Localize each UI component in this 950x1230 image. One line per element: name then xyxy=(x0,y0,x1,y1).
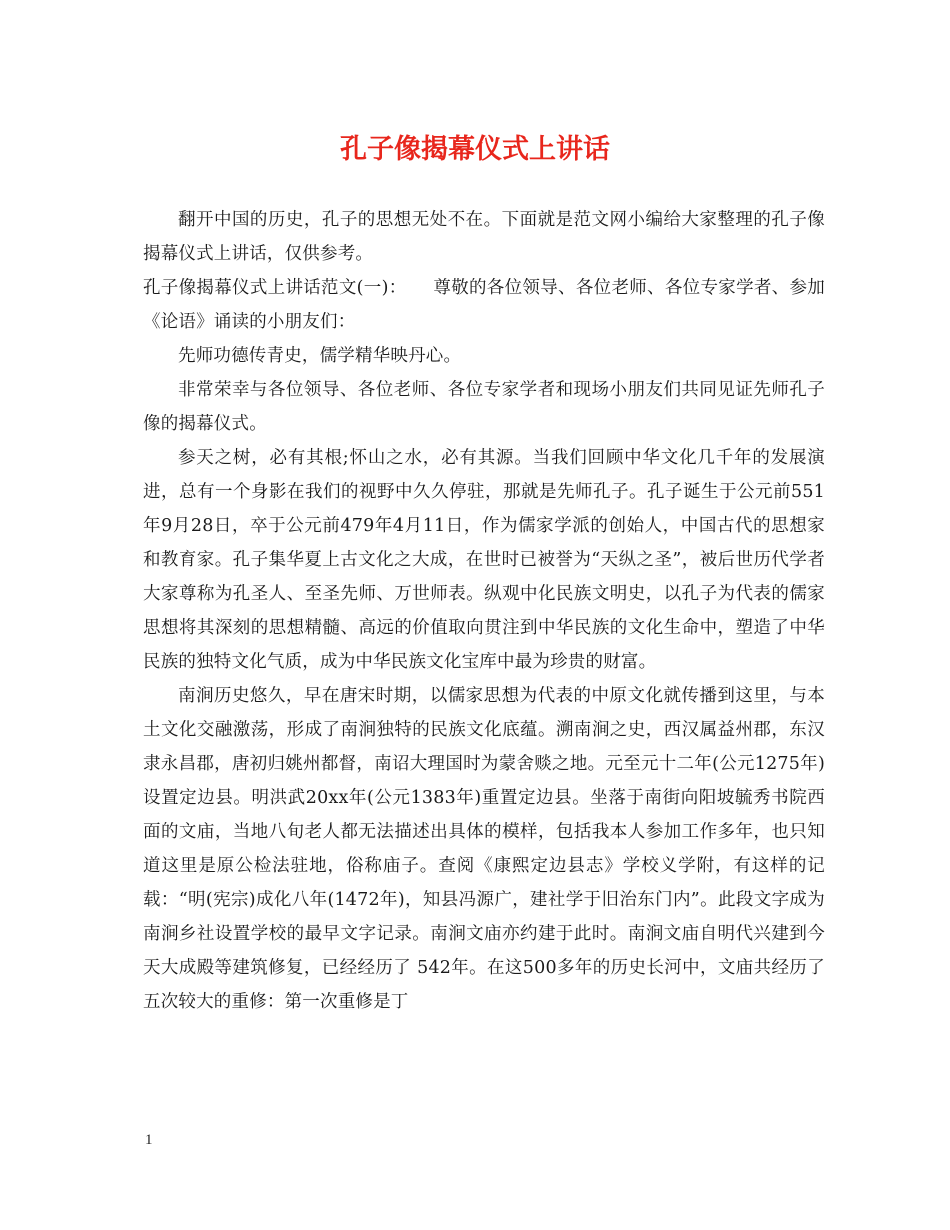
document-title: 孔子像揭幕仪式上讲话 xyxy=(340,134,610,165)
paragraph-couplet: 先师功德传青史，儒学精华映丹心。 xyxy=(178,346,462,366)
page-number: 1 xyxy=(145,1132,153,1148)
document-body xyxy=(143,203,825,1019)
paragraph-intro: 翻开中国的历史，孔子的思想无处不在。下面就是范文网小编给大家整理的孔子像揭幕仪式上讲话，仅供参考。 xyxy=(143,210,825,264)
paragraph-confucius-history: 参天之树，必有其根;怀山之水，必有其源。当我们回顾中华文化几千年的发展演进，总有一个身影在我们的视野中久久停驻，那就是先师孔子。孔子诞生于公元前551年9月28日，卒于公元前479年4月11日，作为儒家学派的创始人，中国古代的思想家和教育家。孔子集华夏上古文化之大成，在世时已被誉为“天纵之圣”，被后世历代学者大家尊称为孔圣人、至圣先师、万世师表。纵观中化民族文明史，以孔子为代表的儒家思想将其深刻的思想精髓、高远的价值取向贯注到中华民族的文化生命中，塑造了中华民族的独特文化气质，成为中华民族文化宝库中最为珍贵的财富。 xyxy=(143,448,825,672)
paragraph-honor: 非常荣幸与各位领导、各位老师、各位专家学者和现场小朋友们共同见证先师孔子像的揭幕仪式。 xyxy=(143,380,825,434)
paragraph-salutation: 孔子像揭幕仪式上讲话范文(一)： 尊敬的各位领导、各位老师、各位专家学者、参加《论语》诵读的小朋友们： xyxy=(143,278,825,332)
paragraph-nanjian-history: 南涧历史悠久，早在唐宋时期，以儒家思想为代表的中原文化就传播到这里，与本土文化交融激荡，形成了南涧独特的民族文化底蕴。溯南涧之史，西汉属益州郡，东汉隶永昌郡，唐初归姚州都督，南诏大理国时为蒙舍赕之地。元至元十二年(公元1275年)设置定边县。明洪武20xx年(公元1383年)重置定边县。坐落于南街向阳坡毓秀书院西面的文庙，当地八旬老人都无法描述出具体的模样，包括我本人参加工作多年，也只知道这里是原公检法驻地，俗称庙子。查阅《康熙定边县志》学校义学附，有这样的记载：“明(宪宗)成化八年(1472年)，知县冯源广，建社学于旧治东门内”。此段文字成为南涧乡社设置学校的最早文字记录。南涧文庙亦约建于此时。南涧文庙自明代兴建到今天大成殿等建筑修复，已经经历了 542年。在这500多年的历史长河中，文庙共经历了五次较大的重修：第一次重修是丁 xyxy=(143,686,825,1012)
